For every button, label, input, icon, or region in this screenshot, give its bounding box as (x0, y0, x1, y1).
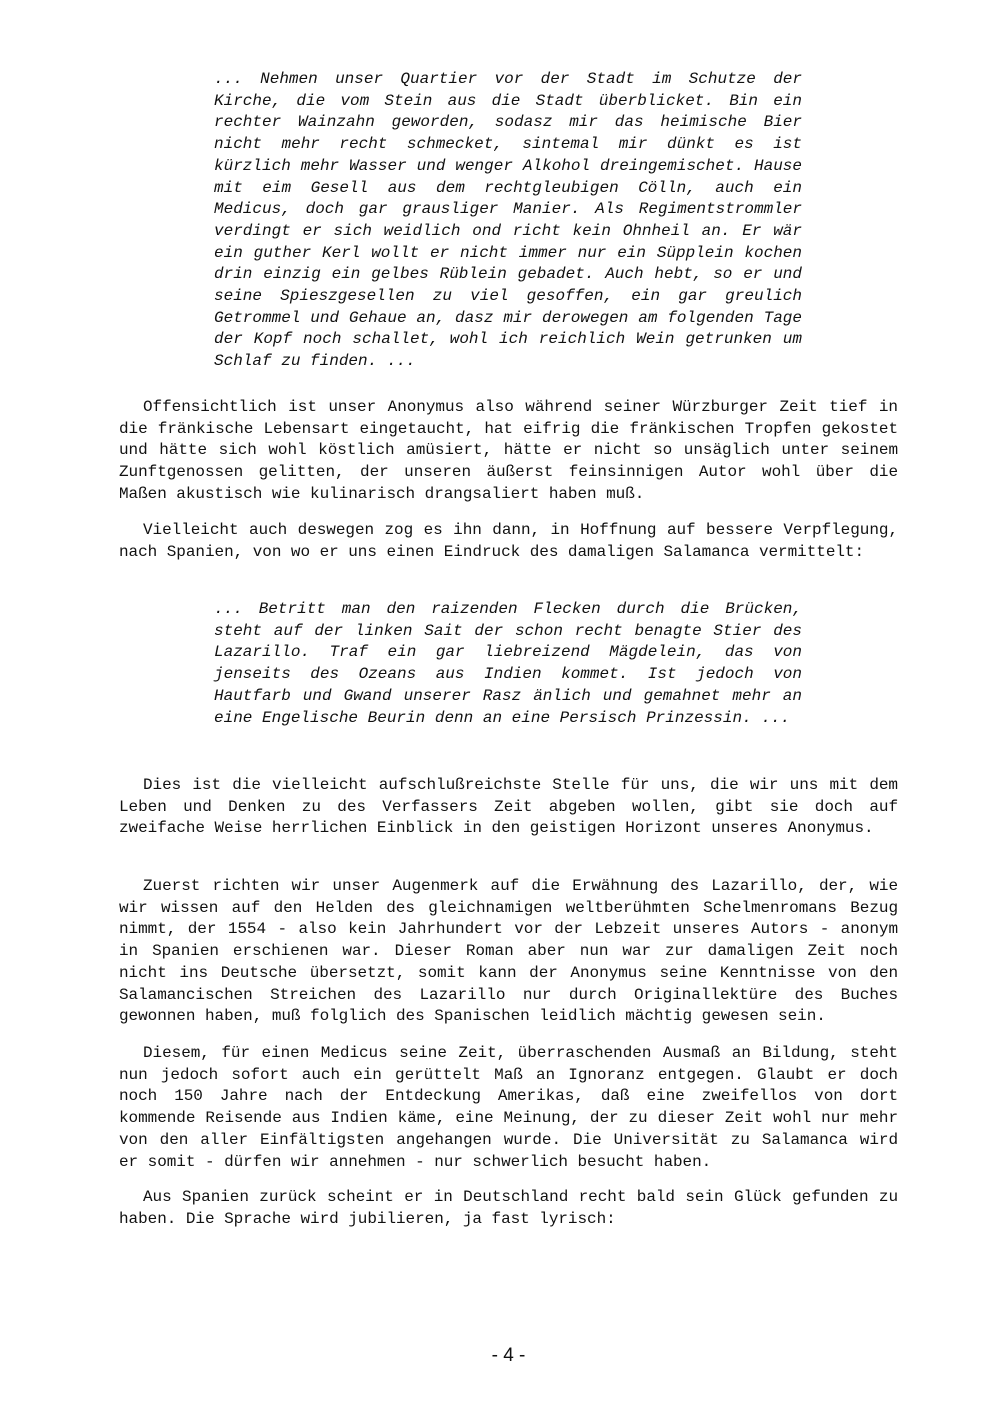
paragraph-return-germany: Aus Spanien zurück scheint er in Deutschland recht bald sein Glück gefunden zu haben. Die Sprache wird jubilieren, ja fast lyrisch: (119, 1188, 898, 1228)
page-number: - 4 - (491, 1345, 526, 1366)
paragraph-wuerzburg-commentary: Offensichtlich ist unser Anonymus also während seiner Würzburger Zeit tief in die fränkische Lebensart eingetaucht, hat eifrig die fränkischen Tropfen gekostet und hätte sich wohl köstlich amüsiert, hätte er nicht so unsäglich unter seinem Zunftgenossen gelitten, der unseren äußerst feinsinnigen Autor wohl über die Maßen akustisch wie kulinarisch drangsaliert haben muß. (119, 398, 898, 503)
paragraph-insight: Dies ist die vielleicht aufschlußreichste Stelle für uns, die wir uns mit dem Leben und Denken zu des Verfassers Zeit abgeben wollen, gibt sie doch auf zweifache Weise herrlichen Einblick in den geistigen Horizont unseres Anonymus. (119, 776, 898, 838)
block-quote-wuerzburg: ... Nehmen unser Quartier vor der Stadt im Schutze der Kirche, die vom Stein aus die Stadt überblicket. Bin ein rechter Wainzahn geworden, sodasz mir das heimische Bier nicht mehr recht schmecket, sintemal mir dünkt es ist kürzlich mehr Wasser und wenger Alkohol dreingemischet. Hause mit eim Gesell aus dem rechtgleubigen Cölln, auch ein Medicus, doch gar grausliger Manier. Als Regimentstrommler verdingt er sich weidlich ond richt kein Ohnheil an. Er wär ein guther Kerl wollt er nicht immer nur ein Süpplein kochen drin einzig ein gelbes Rüblein gebadet. Auch hebt, so er und seine Spieszgesellen zu viel gesoffen, ein gar greulich Getrommel und Gehaue an, dasz mir derowegen am folgenden Tage der Kopf noch schallet, wohl ich reichlich Wein getrunken um Schlaf zu finden. ... (214, 70, 802, 371)
paragraph-spain-intro: Vielleicht auch deswegen zog es ihn dann, in Hoffnung auf bessere Verpflegung, nach Spanien, von wo er uns einen Eindruck des damaligen Salamanca vermittelt: (119, 521, 898, 561)
paragraph-lazarillo: Zuerst richten wir unser Augenmerk auf die Erwähnung des Lazarillo, der, wie wir wissen auf den Helden des gleichnamigen weltberühmten Schelmenromans Bezug nimmt, der 1554 - also kein Jahrhundert vor der Lebzeit unseres Autors - anonym in Spanien erschienen war. Dieser Roman aber nun war zur damaligen Zeit noch nicht ins Deutsche übersetzt, somit kann der Anonymus seine Kenntnisse von den Salamancischen Streichen des Lazarillo nur durch Originallektüre des Buches gewonnen haben, muß folglich des Spanischen leidlich mächtig gewesen sein. (119, 877, 898, 1026)
block-quote-salamanca: ... Betritt man den raizenden Flecken durch die Brücken, steht auf der linken Sait der schon recht benagte Stier des Lazarillo. Traf ein gar liebreizend Mägdelein, das von jenseits des Ozeans aus Indien kommet. Ist jedoch von Hautfarb und Gwand unserer Rasz änlich und gemahnet mehr an eine Engelische Beurin denn an eine Persisch Prinzessin. ... (214, 600, 802, 727)
paragraph-ignorance: Diesem, für einen Medicus seine Zeit, überraschenden Ausmaß an Bildung, steht nun jedoch sofort auch ein gerüttelt Maß an Ignoranz entgegen. Glaubt er doch noch 150 Jahre nach der Entdeckung Amerikas, daß eine zweifellos von dort kommende Reisende aus Indien käme, eine Meinung, der zu dieser Zeit wohl nur mehr von den aller Einfältigsten angehangen wurde. Die Universität zu Salamanca wird er somit - dürfen wir annehmen - nur schwerlich besucht haben. (119, 1044, 898, 1171)
